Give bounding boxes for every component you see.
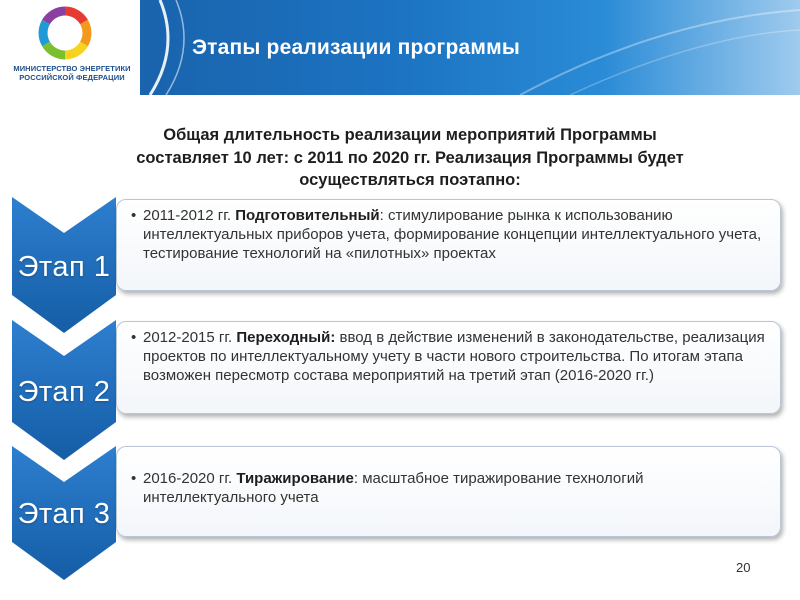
stage-box-3 [116,446,781,537]
stage-arrow-1 [12,197,122,337]
stage-description-2: ввод в действие изменений в законодательстве, реализация проектов по интеллектуальному учету в части нового строительства. По итогам этапа возможен пересмотр состава мероприятий на третий этап (2016-2020 гг.) [143,329,765,384]
bullet-icon: • [131,207,137,224]
intro-line-1: Общая длительность реализации мероприятий Программы [163,126,657,144]
stage-text-1 [131,206,768,263]
logo-text [4,64,140,82]
stage-arrow-2 [12,320,122,465]
stage-period-1: 2011-2012 гг. [143,207,232,224]
stage-text-2 [131,328,768,385]
page-number: 20 [736,560,751,575]
header-band [140,0,800,95]
ministry-ring-logo-icon [38,6,92,60]
stage-name-suffix-3: : [353,470,359,487]
stage-period-3: 2016-2020 гг. [143,470,233,487]
stage-box-2 [116,321,781,414]
stage-name-suffix-1: : [379,207,384,224]
stage-text-3 [131,469,768,507]
intro-line-3: осуществляться поэтапно: [299,171,521,189]
stage-description-1: стимулирование рынка к использованию интеллектуальных приборов учета, формирование концепции интеллектуального учета, тестирование технологий на «пилотных» проектах [143,207,762,262]
stage-arrow-3 [12,446,122,582]
stage-name-2: Переходный: [236,329,336,346]
stage-name-3: Тиражирование [236,470,354,487]
logo-line-2: РОССИЙСКОЙ ФЕДЕРАЦИИ [19,73,125,82]
intro-line-2: составляет 10 лет: с 2011 по 2020 гг. Реализация Программы будет [136,148,684,167]
stage-description-3: масштабное тиражирование технологий интеллектуального учета [143,470,644,506]
bullet-icon: • [131,470,137,487]
stage-label-1: Этап 1 [17,251,111,283]
logo-line-1: МИНИСТЕРСТВО ЭНЕРГЕТИКИ [13,64,131,73]
stage-box-1 [116,199,781,291]
page-title: Этапы реализации программы [192,36,520,59]
bullet-icon: • [131,329,137,346]
logo-area [0,0,140,95]
stage-label-3: Этап 3 [17,498,111,530]
intro-text [60,124,760,192]
stage-name-1: Подготовительный [235,207,380,224]
stage-period-2: 2012-2015 гг. [143,329,233,346]
stage-label-2: Этап 2 [17,376,111,408]
